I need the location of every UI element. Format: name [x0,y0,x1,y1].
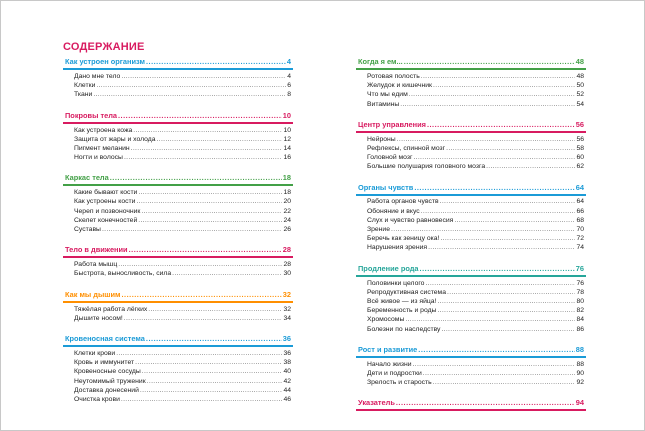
section-page-number: 64 [575,182,584,192]
toc-entry[interactable] [356,288,586,297]
toc-left-column [63,56,293,414]
entry-page-number: 50 [576,82,584,90]
entry-page-number: 90 [576,369,584,377]
toc-section-heading[interactable] [63,333,293,344]
toc-entry[interactable] [356,306,586,315]
entry-page-number: 32 [283,305,291,313]
entry-title: Очистка крови [74,395,120,403]
entry-page-number: 86 [576,325,584,333]
dot-leader [121,289,281,300]
entry-title: Беременность и роды [367,307,437,315]
toc-entry[interactable] [356,225,586,234]
toc-section-heading[interactable] [356,182,586,193]
toc-entry[interactable] [63,314,293,323]
entry-title: Желудок и кишечник [367,82,433,90]
entry-page-number: 42 [283,377,291,385]
toc-entry[interactable] [63,358,293,367]
toc-entry[interactable] [63,377,293,386]
dot-leader [440,197,576,206]
dot-leader [133,126,282,135]
entry-title: Суставы [74,226,101,234]
entry-page-number: 56 [576,135,584,143]
entry-page-number: 30 [283,270,291,278]
section-underline [63,184,293,186]
dot-leader [421,72,576,81]
entry-title: Какие бывают кости [74,189,138,197]
section-page-number: 18 [282,173,291,183]
toc-entry[interactable] [63,135,293,144]
section-underline [63,256,293,258]
toc-entry[interactable] [356,153,586,162]
entry-title: Обоняние и вкус [367,207,420,215]
entry-title: Защита от жары и холода [74,135,156,143]
dot-leader [413,153,575,162]
dot-leader [397,135,576,144]
entry-page-number: 48 [576,72,584,80]
entry-title: Зрелость и старость [367,379,432,387]
dot-leader [93,90,286,99]
section-underline [356,409,586,411]
entry-page-number: 54 [576,100,584,108]
entry-title: Кровь и иммунитет [74,359,135,367]
toc-section-heading[interactable] [356,397,586,408]
dot-leader [146,56,286,67]
entry-title: Неутомимый труженик [74,377,146,385]
dot-leader [140,386,283,395]
entry-page-number: 40 [283,368,291,376]
entry-title: Рефлексы, спинной мозг [367,144,446,152]
toc-entry[interactable] [63,225,293,234]
dot-leader [121,395,283,404]
dot-leader [96,81,286,90]
toc-section [356,182,586,253]
entry-page-number: 60 [576,154,584,162]
entry-page-number: 24 [283,216,291,224]
section-page-number: 76 [575,263,584,273]
section-title: Указатель [358,398,395,408]
section-title: Центр управления [358,119,426,129]
entry-title: Работа мышц [74,261,118,269]
entry-page-number: 76 [576,279,584,287]
entry-title: Пигмент меланин [74,144,130,152]
entry-title: Работа органов чувств [367,198,439,206]
entry-page-number: 82 [576,307,584,315]
section-page-number: 36 [282,334,291,343]
section-title: Органы чувств [358,182,414,192]
toc-section [356,119,586,172]
dot-leader [142,367,283,376]
toc-entry[interactable] [356,81,586,90]
dot-leader [409,90,576,99]
dot-leader [413,360,576,369]
toc-entry[interactable] [63,386,293,395]
toc-entry[interactable] [356,234,586,243]
entry-page-number: 46 [283,395,291,403]
dot-leader [405,315,575,324]
entry-page-number: 22 [283,207,291,215]
section-page-number: 94 [575,398,584,408]
entry-page-number: 78 [576,288,584,296]
toc-entry[interactable] [356,243,586,252]
entry-title: Тяжёлая работа лёгких [74,305,148,313]
toc-entry[interactable] [63,305,293,314]
entry-title: Что мы едим [367,91,408,99]
toc-section [63,333,293,404]
section-title: Когда я ем... [358,57,403,66]
entry-title: Нарушения зрения [367,244,428,252]
entry-page-number: 34 [283,314,291,322]
entry-title: Клетки крови [74,349,116,357]
entry-page-number: 62 [576,163,584,171]
toc-entry[interactable] [356,162,586,171]
entry-page-number: 44 [283,386,291,394]
page-title: СОДЕРЖАНИЕ [63,41,145,53]
section-page-number: 48 [575,57,584,66]
entry-page-number: 58 [576,144,584,152]
dot-leader [141,207,282,216]
toc-section-heading[interactable] [356,119,586,130]
section-page-number: 28 [282,245,291,255]
entry-title: Ногти и волосы [74,154,123,162]
entry-title: Зрение [367,226,390,234]
dot-leader [121,72,286,81]
toc-section [356,56,586,109]
section-underline [356,131,586,133]
section-title: Кровеносная система [65,334,145,343]
dot-leader [157,135,283,144]
section-underline [356,356,586,358]
entry-title: Половинки целого [367,279,425,287]
toc-entry[interactable] [356,144,586,153]
section-page-number: 32 [282,289,291,299]
toc-entry[interactable] [356,297,586,306]
entry-title: Череп и позвоночник [74,207,141,215]
toc-section [356,263,586,334]
entry-page-number: 20 [283,198,291,206]
entry-page-number: 28 [283,261,291,269]
dot-leader [102,225,282,234]
section-title: Как мы дышим [65,289,121,299]
entry-title: Доставка донесений [74,386,139,394]
toc-section-heading[interactable] [356,263,586,274]
dot-leader [441,325,575,334]
dot-leader [437,306,575,315]
toc-entry[interactable] [63,367,293,376]
dot-leader [400,100,575,109]
entry-page-number: 12 [283,135,291,143]
entry-title: Беречь как зеницу ока! [367,235,440,243]
dot-leader [404,56,575,67]
toc-section [63,172,293,234]
section-title: Покровы тела [65,110,117,120]
entry-page-number: 52 [576,91,584,99]
dot-leader [427,119,575,130]
toc-entry[interactable] [63,260,293,269]
toc-entry[interactable] [63,144,293,153]
section-title: Тело в движении [65,245,128,255]
toc-section [63,289,293,323]
toc-entry[interactable] [356,72,586,81]
toc-entry[interactable] [356,369,586,378]
dot-leader [446,144,575,153]
entry-page-number: 72 [576,235,584,243]
entry-title: Слух и чувство равновесия [367,216,454,224]
toc-entry[interactable] [63,207,293,216]
dot-leader [437,297,575,306]
entry-title: Клетки [74,82,96,90]
toc-section-heading[interactable] [63,56,293,67]
entry-page-number: 88 [576,360,584,368]
entry-page-number: 6 [287,82,291,90]
dot-leader [124,314,283,323]
dot-leader [138,188,282,197]
entry-page-number: 68 [576,216,584,224]
section-underline [356,194,586,196]
entry-page-number: 64 [576,198,584,206]
entry-page-number: 66 [576,207,584,215]
dot-leader [131,144,283,153]
section-title: Продление рода [358,263,419,273]
section-title: Каркас тела [65,173,109,183]
toc-entry[interactable] [63,349,293,358]
section-page-number: 4 [286,57,291,66]
toc-entry[interactable] [356,279,586,288]
entry-page-number: 4 [287,72,291,80]
dot-leader [440,234,575,243]
entry-page-number: 92 [576,379,584,387]
dot-leader [433,81,575,90]
dot-leader [454,216,575,225]
section-page-number: 10 [282,110,291,120]
dot-leader [425,279,575,288]
toc-entry[interactable] [356,135,586,144]
dot-leader [148,305,282,314]
toc-section-heading[interactable] [63,289,293,300]
toc-entry[interactable] [356,315,586,324]
section-underline [63,68,293,70]
toc-entry[interactable] [63,126,293,135]
dot-leader [486,162,575,171]
entry-title: Репродуктивная система [367,288,447,296]
toc-section [356,397,586,411]
entry-title: Дано мне тело [74,72,121,80]
toc-section-heading[interactable] [63,110,293,121]
toc-section [356,344,586,388]
toc-entry[interactable] [63,153,293,162]
entry-title: Начало жизни [367,360,412,368]
entry-page-number: 18 [283,189,291,197]
dot-leader [414,182,574,193]
section-underline [356,68,586,70]
entry-title: Нейроны [367,135,396,143]
toc-entry[interactable] [356,207,586,216]
dot-leader [447,288,575,297]
entry-title: Дышите носом! [74,314,123,322]
dot-leader [396,397,575,408]
entry-page-number: 26 [283,226,291,234]
entry-page-number: 8 [287,91,291,99]
dot-leader [146,333,282,344]
section-underline [63,122,293,124]
dot-leader [420,263,575,274]
toc-entry[interactable] [356,216,586,225]
dot-leader [423,369,576,378]
entry-title: Как устроены кости [74,198,136,206]
toc-entry[interactable] [63,269,293,278]
section-page-number: 56 [575,119,584,129]
toc-entry[interactable] [63,188,293,197]
toc-section-heading[interactable] [63,172,293,183]
section-title: Рост и развитие [358,344,418,354]
toc-entry[interactable] [63,90,293,99]
dot-leader [116,349,282,358]
entry-title: Скелет конечностей [74,216,138,224]
entry-title: Как устроена кожа [74,126,133,134]
toc-entry[interactable] [356,90,586,99]
dot-leader [428,243,575,252]
entry-page-number: 84 [576,316,584,324]
toc-entry[interactable] [63,216,293,225]
entry-title: Дети и подростки [367,369,422,377]
section-page-number: 88 [575,344,584,354]
dot-leader [172,269,282,278]
entry-page-number: 74 [576,244,584,252]
toc-entry[interactable] [356,100,586,109]
entry-title: Ткани [74,91,93,99]
entry-title: Всё живое — из яйца! [367,297,437,305]
entry-page-number: 16 [283,154,291,162]
toc-section-heading[interactable] [63,244,293,255]
toc-section [63,56,293,100]
toc-entry[interactable] [63,395,293,404]
toc-entry[interactable] [356,198,586,207]
entry-title: Быстрота, выносливость, сила [74,270,172,278]
entry-page-number: 10 [283,126,291,134]
entry-page-number: 70 [576,226,584,234]
toc-entry[interactable] [356,360,586,369]
entry-page-number: 14 [283,144,291,152]
dot-leader [421,207,576,216]
section-underline [356,275,586,277]
entry-title: Ротовая полость [367,72,420,80]
toc-section-heading[interactable] [356,344,586,355]
section-underline [63,301,293,303]
toc-entry[interactable] [63,198,293,207]
entry-title: Хромосомы [367,316,405,324]
dot-leader [433,378,576,387]
entry-title: Головной мозг [367,154,413,162]
entry-page-number: 36 [283,349,291,357]
dot-leader [418,344,574,355]
toc-section [63,110,293,163]
dot-leader [118,110,282,121]
entry-page-number: 80 [576,297,584,305]
toc-section-heading[interactable] [356,56,586,67]
dot-leader [124,153,283,162]
dot-leader [129,244,282,255]
section-title: Как устроен организм [65,57,145,66]
entry-title: Большие полушария головного мозга [367,163,486,171]
dot-leader [135,358,282,367]
toc-entry[interactable] [356,378,586,387]
dot-leader [147,377,283,386]
dot-leader [138,216,282,225]
section-underline [63,345,293,347]
dot-leader [118,260,282,269]
dot-leader [391,225,575,234]
dot-leader [136,197,282,206]
dot-leader [110,172,282,183]
entry-title: Болезни по наследству [367,325,441,333]
toc-entry[interactable] [356,325,586,334]
toc-entry[interactable] [63,81,293,90]
toc-entry[interactable] [63,72,293,81]
toc-right-column [356,56,586,421]
entry-page-number: 38 [283,359,291,367]
entry-title: Витамины [367,100,400,108]
toc-section [63,244,293,278]
entry-title: Кровеносные сосуды [74,368,141,376]
